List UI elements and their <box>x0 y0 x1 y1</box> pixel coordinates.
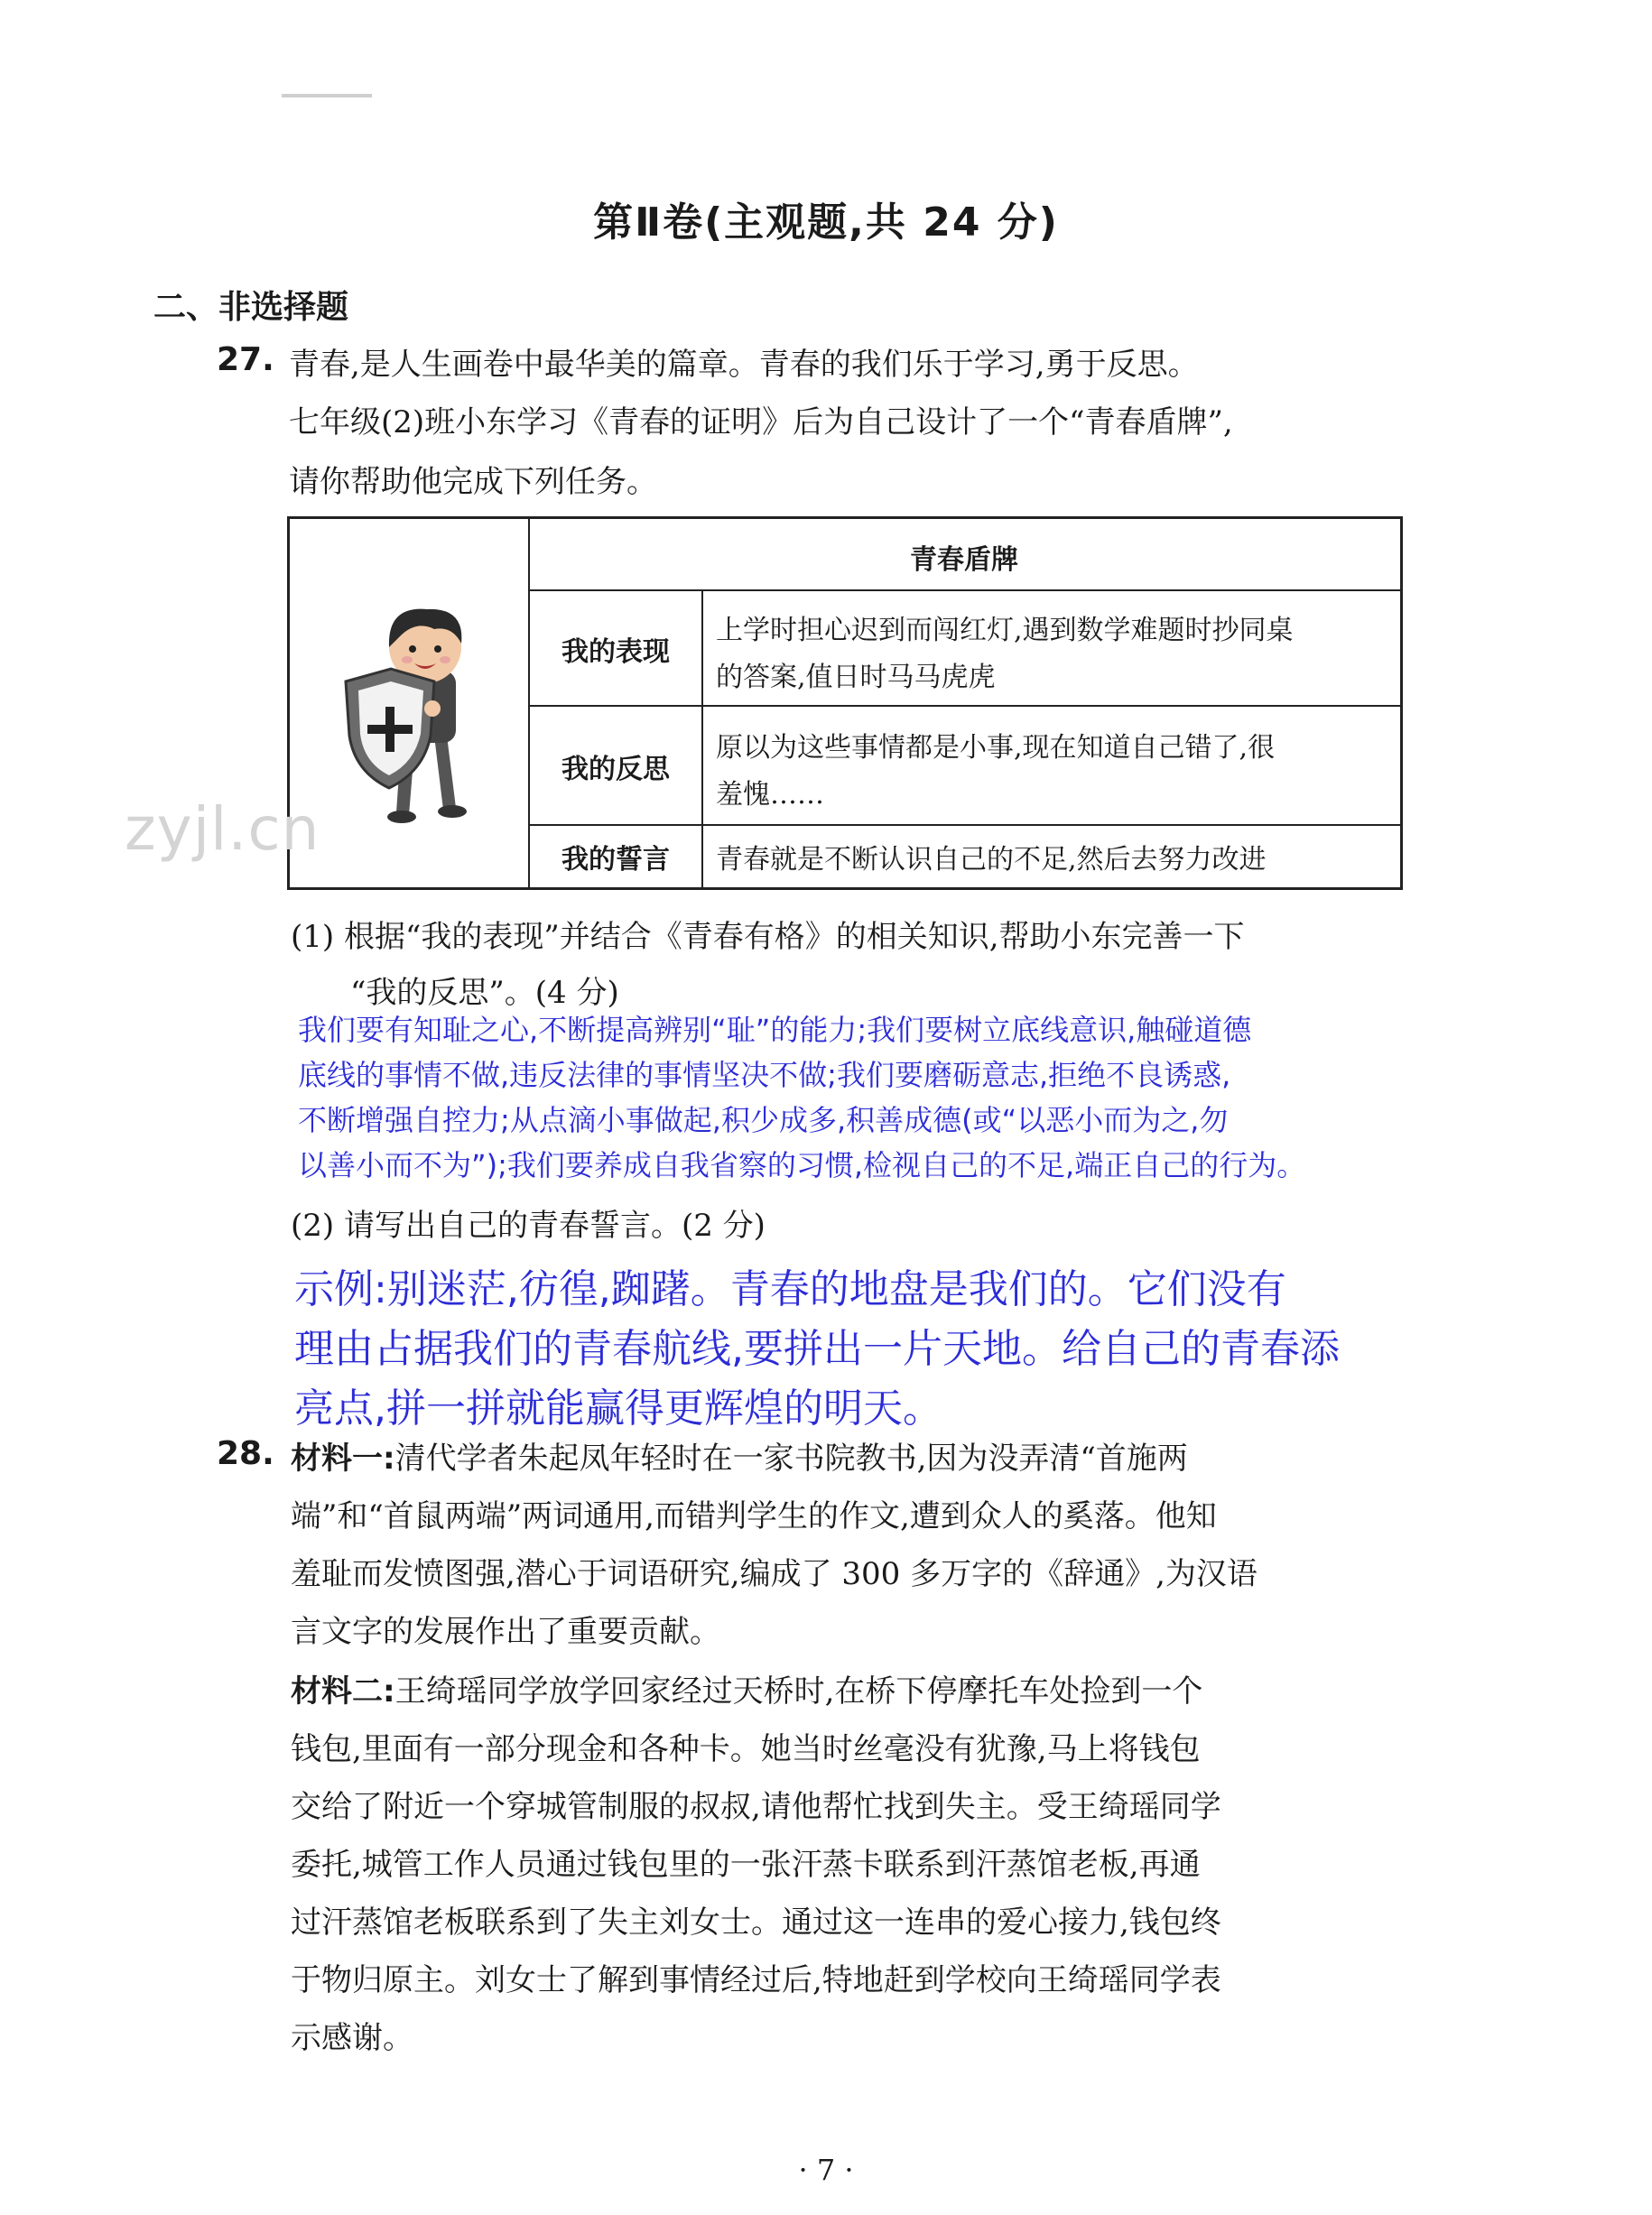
row-label-vow: 我的誓言 <box>561 844 670 876</box>
q28-material-2-line-2: 钱包,里面有一部分现金和各种卡。她当时丝毫没有犹豫,马上将钱包 <box>291 1731 1201 1767</box>
q27-sub2-answer-1: 示例:别迷茫,彷徨,踟躇。青春的地盘是我们的。它们没有 <box>294 1266 1286 1312</box>
shield-table <box>287 516 1403 890</box>
material-2-label: 材料二: <box>291 1673 395 1710</box>
q28-material-2-line-4: 委托,城管工作人员通过钱包里的一张汗蒸卡联系到汗蒸馆老板,再通 <box>291 1847 1201 1883</box>
q27-sub1-line-2: “我的反思”。(4 分) <box>350 975 619 1011</box>
q28-material-2-line-3: 交给了附近一个穿城管制服的叔叔,请他帮忙找到失主。受王绮瑶同学 <box>291 1789 1221 1825</box>
paper-title: 第Ⅱ卷(主观题,共 24 分) <box>593 199 1059 246</box>
q27-sub1-answer-1: 我们要有知耻之心,不断提高辨别“耻”的能力;我们要树立底线意识,触碰道德 <box>298 1013 1252 1047</box>
row-text-reflection-2: 羞愧…… <box>716 779 824 811</box>
q27-line-2: 七年级(2)班小东学习《青春的证明》后为自己设计了一个“青春盾牌”, <box>289 404 1233 440</box>
q27-line-1: 青春,是人生画卷中最华美的篇章。青春的我们乐于学习,勇于反思。 <box>289 347 1199 383</box>
q28-material-1-line-2: 端”和“首鼠两端”两词通用,而错判学生的作文,遭到众人的奚落。他知 <box>291 1498 1217 1534</box>
q27-sub2-answer-2: 理由占据我们的青春航线,要拼出一片天地。给自己的青春添 <box>294 1326 1340 1372</box>
q27-line-3: 请你帮助他完成下列任务。 <box>289 464 657 500</box>
row-text-reflection-1: 原以为这些事情都是小事,现在知道自己错了,很 <box>716 732 1276 764</box>
material-1-label: 材料一: <box>291 1441 395 1477</box>
q28-material-2-line-5: 过汗蒸馆老板联系到了失主刘女士。通过这一连串的爱心接力,钱包终 <box>291 1905 1221 1941</box>
material-1-text-1: 清代学者朱起凤年轻时在一家书院教书,因为没弄清“首施两 <box>394 1441 1188 1477</box>
row-text-vow-1: 青春就是不断认识自己的不足,然后去努力改进 <box>716 844 1267 876</box>
row-text-performance-2: 的答案,值日时马马虎虎 <box>716 662 996 693</box>
q27-sub1-line-1: (1) 根据“我的表现”并结合《青春有格》的相关知识,帮助小东完善一下 <box>291 919 1245 955</box>
boy-with-shield-illustration <box>337 600 490 835</box>
section-heading: 二、非选择题 <box>153 289 349 326</box>
q27-sub1-answer-2: 底线的事情不做,违反法律的事情坚决不做;我们要磨砺意志,拒绝不良诱惑, <box>298 1058 1231 1092</box>
scan-smudge <box>282 94 372 97</box>
page-number: · 7 · <box>798 2153 854 2187</box>
q27-sub2-question: (2) 请写出自己的青春誓言。(2 分) <box>291 1208 766 1244</box>
q27-sub1-answer-3: 不断增强自控力;从点滴小事做起,积少成多,积善成德(或“以恶小而为之,勿 <box>298 1103 1229 1137</box>
q27-sub1-answer-4: 以善小而不为”);我们要养成自我省察的习惯,检视自己的不足,端正自己的行为。 <box>298 1148 1306 1182</box>
row-text-performance-1: 上学时担心迟到而闯红灯,遇到数学难题时抄同桌 <box>716 615 1294 646</box>
question-28-number: 28. <box>217 1435 274 1472</box>
q28-material-1-line-1 <box>291 1433 1188 1478</box>
table-header: 青春盾牌 <box>910 544 1018 576</box>
material-2-text-1: 王绮瑶同学放学回家经过天桥时,在桥下停摩托车处捡到一个 <box>394 1673 1203 1710</box>
q28-material-2-line-1 <box>291 1666 1202 1710</box>
q28-material-2-line-7: 示感谢。 <box>291 2020 413 2056</box>
watermark: zyjl.cn <box>125 794 320 864</box>
q28-material-1-line-4: 言文字的发展作出了重要贡献。 <box>291 1614 720 1650</box>
row-label-performance: 我的表现 <box>561 636 670 668</box>
q28-material-1-line-3: 羞耻而发愤图强,潜心于词语研究,编成了 300 多万字的《辞通》,为汉语 <box>291 1556 1258 1592</box>
q28-material-2-line-6: 于物归原主。刘女士了解到事情经过后,特地赶到学校向王绮瑶同学表 <box>291 1962 1221 1998</box>
q27-sub2-answer-3: 亮点,拼一拼就能赢得更辉煌的明天。 <box>294 1386 942 1432</box>
row-label-reflection: 我的反思 <box>561 754 670 785</box>
question-27-number: 27. <box>217 341 274 378</box>
